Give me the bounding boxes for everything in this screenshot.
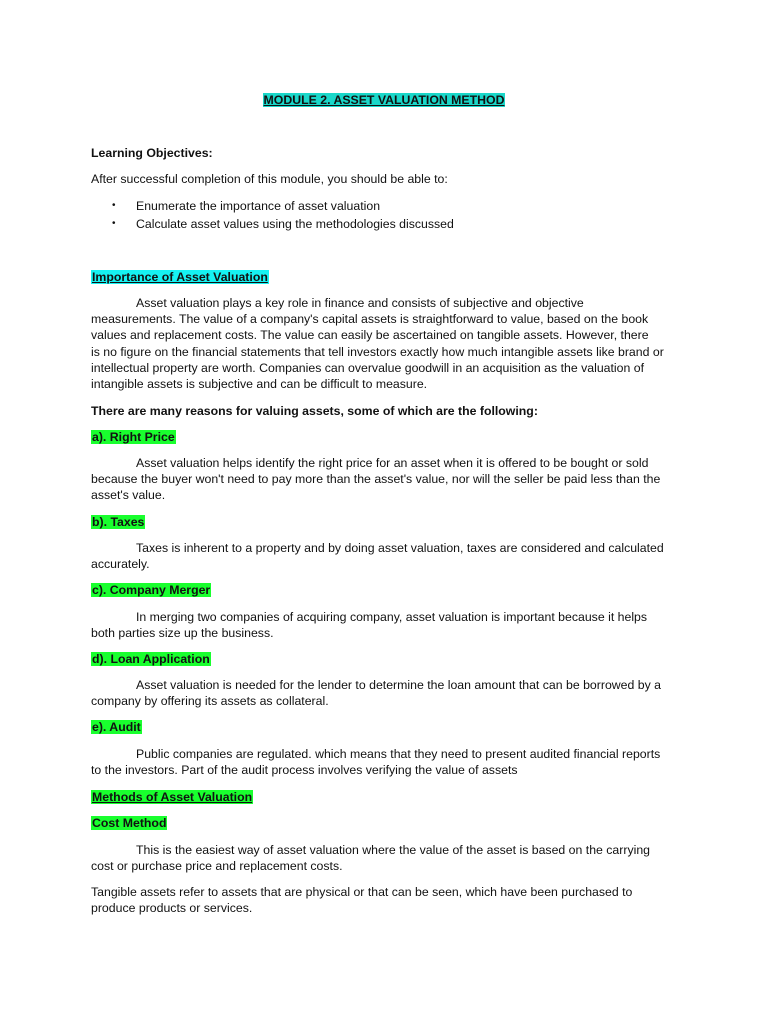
cost-method-heading: Cost Method xyxy=(92,816,167,830)
cost-method-paragraph: This is the easiest way of asset valuation where the value of the asset is based on the carrying cost or purchase price and replacement costs. xyxy=(91,843,651,874)
reason-paragraph-loan-application: Asset valuation is needed for the lender to determine the loan amount that can be borrowed by a company by offering its assets as collateral. xyxy=(91,678,662,709)
objectives-list xyxy=(109,198,454,234)
bullet-icon: • xyxy=(112,200,116,211)
reasons-intro: There are many reasons for valuing assets, some of which are the following: xyxy=(91,404,538,418)
reason-heading-taxes: b). Taxes xyxy=(92,515,145,529)
list-item: • Enumerate the importance of asset valuation xyxy=(112,199,381,213)
importance-paragraph: Asset valuation plays a key role in finance and consists of subjective and objective measurements. The value of a company's capital assets is straightforward to value, based on the book values and replacement costs. The value can easily be ascertained on tangible assets. However, there is no figure on the financial statements that tell investors exactly how much intangible assets like brand or intellectual property are worth. Companies can overvalue goodwill in an acquisition as the valuation of intangible assets is subjective and can be difficult to measure. xyxy=(91,296,664,392)
reason-paragraph-audit: Public companies are regulated. which means that they need to present audited financial reports to the investors. Part of the audit process involves verifying the value of assets xyxy=(91,747,661,778)
module-title: MODULE 2. ASSET VALUATION METHOD xyxy=(263,93,505,107)
list-item: • Calculate asset values using the methodologies discussed xyxy=(112,217,454,231)
reason-heading-company-merger: c). Company Merger xyxy=(92,583,211,597)
reason-heading-loan-application: d). Loan Application xyxy=(92,652,210,666)
importance-heading: Importance of Asset Valuation xyxy=(92,270,268,284)
reason-heading-audit: e). Audit xyxy=(92,720,141,734)
reason-heading-right-price: a). Right Price xyxy=(92,430,175,444)
methods-heading: Methods of Asset Valuation xyxy=(92,790,253,804)
learning-objectives-intro: After successful completion of this module, you should be able to: xyxy=(91,172,448,186)
reason-paragraph-right-price: Asset valuation helps identify the right price for an asset when it is offered to be bought or sold because the buyer won't need to pay more than the asset's value, nor will the seller be paid less than the asset's value. xyxy=(91,456,661,503)
tangible-assets-paragraph: Tangible assets refer to assets that are physical or that can be seen, which have been purchased to produce products or services. xyxy=(91,885,633,916)
learning-objectives-heading: Learning Objectives: xyxy=(91,146,213,160)
reason-paragraph-taxes: Taxes is inherent to a property and by doing asset valuation, taxes are considered and calculated accurately. xyxy=(91,541,664,572)
reason-paragraph-company-merger: In merging two companies of acquiring company, asset valuation is important because it helps both parties size up the business. xyxy=(91,610,648,641)
bullet-icon: • xyxy=(112,218,116,229)
